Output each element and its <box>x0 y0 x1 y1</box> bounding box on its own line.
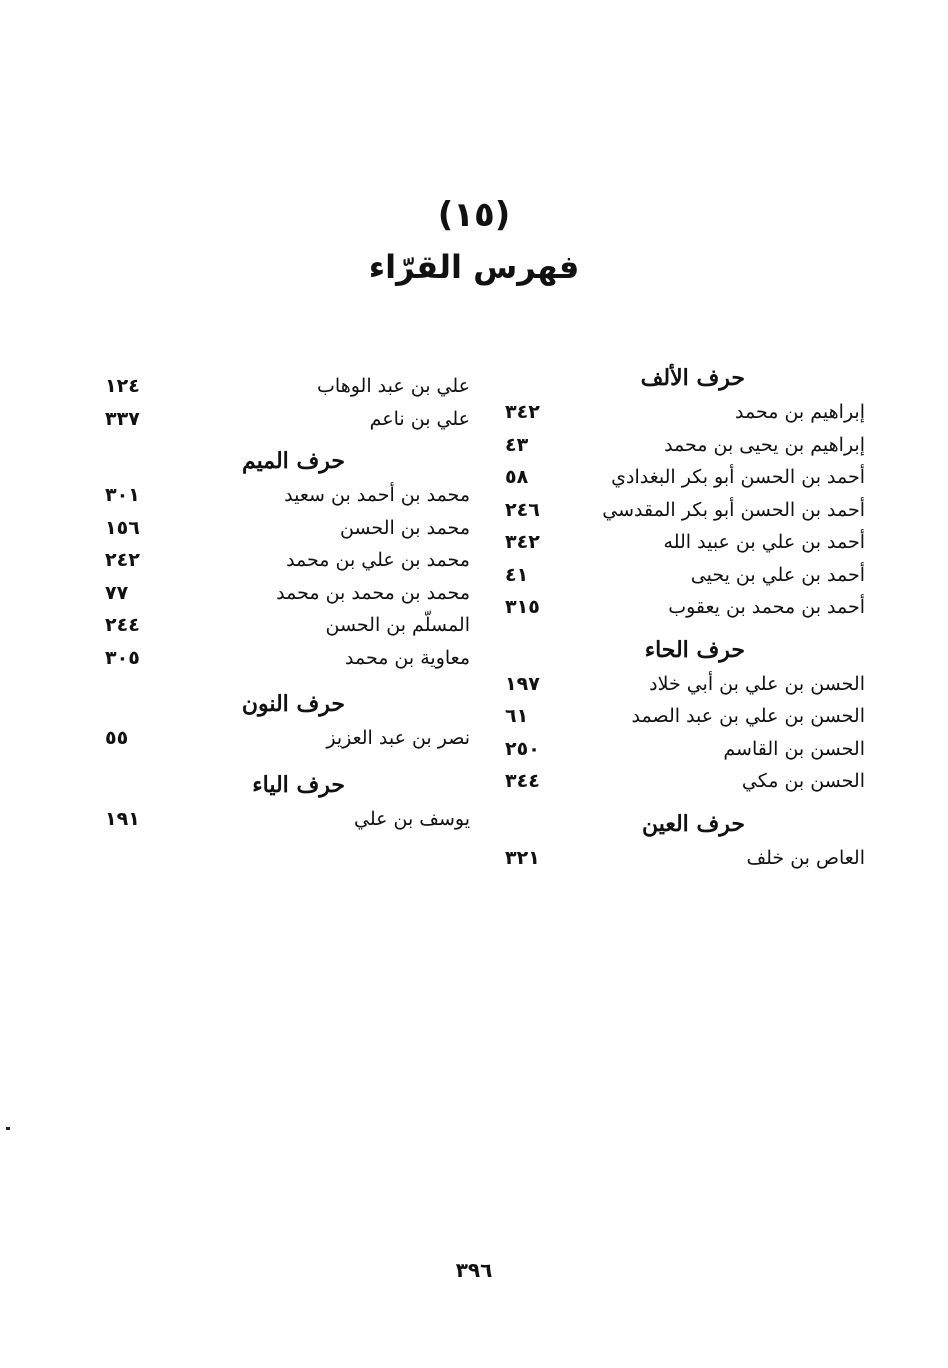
index-entry <box>505 461 865 494</box>
index-entry <box>505 559 865 592</box>
reciter-name: الحسن بن القاسم <box>723 737 865 760</box>
page-reference: ٣٤٤ <box>505 770 540 793</box>
index-entry <box>105 479 470 512</box>
reciter-name: المسلّم بن الحسن <box>325 614 470 637</box>
index-title: فهرس القرّاء <box>368 248 580 286</box>
right-column <box>505 360 865 874</box>
page-reference: ١٥٦ <box>105 516 140 539</box>
reciter-name: علي بن عبد الوهاب <box>317 375 470 398</box>
reciter-name: الحسن بن علي بن عبد الصمد <box>631 705 865 728</box>
section-heading-noon: حرف النون <box>241 691 345 717</box>
index-entry <box>105 544 470 577</box>
page-reference: ٢٤٢ <box>105 549 140 572</box>
page-reference: ٢٤٤ <box>105 614 140 637</box>
reciter-name: أحمد بن علي بن عبيد الله <box>663 531 865 554</box>
index-entry <box>105 642 470 675</box>
index-entry <box>105 577 470 610</box>
page-reference: ٣٢١ <box>505 846 540 869</box>
reciter-name: محمد بن محمد بن محمد <box>276 581 470 604</box>
index-entry <box>105 370 470 403</box>
page-reference: ٥٥ <box>105 727 129 750</box>
index-entry <box>505 765 865 798</box>
index-entry <box>505 396 865 429</box>
reciter-name: أحمد بن علي بن يحيى <box>690 563 865 586</box>
page-reference: ١٩١ <box>105 807 140 830</box>
page-reference: ١٢٤ <box>105 375 140 398</box>
reciter-name: معاوية بن محمد <box>344 646 470 669</box>
reciter-name: الحسن بن مكي <box>741 770 865 793</box>
page-header <box>0 190 948 294</box>
page-reference: ٤٣ <box>505 433 529 456</box>
section-heading-ayn: حرف العين <box>641 810 745 837</box>
reciter-name: يوسف بن علي <box>354 807 470 830</box>
left-column <box>105 370 470 835</box>
page-reference: ٣١٥ <box>505 596 540 619</box>
reciter-name: أحمد بن الحسن أبو بكر البغدادي <box>611 466 865 489</box>
chapter-number: (١٥) <box>437 195 511 235</box>
index-entry <box>105 722 470 755</box>
section-heading-haa: حرف الحاء <box>644 636 745 663</box>
page-reference: ٧٧ <box>105 581 129 604</box>
page-reference: ٤١ <box>505 563 529 586</box>
page-reference: ٣٤٢ <box>505 531 540 554</box>
page-reference: ١٩٧ <box>505 672 540 695</box>
reciter-name: علي بن ناعم <box>369 407 470 430</box>
index-entry <box>505 494 865 527</box>
page-reference: ٣٠١ <box>105 484 140 507</box>
page-reference: ٦١ <box>505 705 529 728</box>
reciter-name: أحمد بن محمد بن يعقوب <box>668 596 865 619</box>
index-entry <box>105 512 470 545</box>
reciter-name: إبراهيم بن محمد <box>735 401 865 424</box>
reciter-name: العاص بن خلف <box>746 846 865 869</box>
section-heading-meem: حرف الميم <box>241 448 345 474</box>
index-entry <box>505 733 865 766</box>
page-reference: ٢٤٦ <box>505 498 540 521</box>
index-entry <box>105 403 470 436</box>
scan-speck <box>6 1127 10 1130</box>
index-entry <box>105 803 470 836</box>
index-entry <box>105 609 470 642</box>
page-reference: ٣٠٥ <box>105 646 140 669</box>
index-entry <box>505 591 865 624</box>
section-heading-alif: حرف الألف <box>640 365 745 391</box>
index-entry <box>505 842 865 875</box>
section-heading-yaa: حرف الياء <box>252 771 345 798</box>
page-number: ٣٩٦ <box>455 1258 493 1282</box>
index-entry <box>505 429 865 462</box>
page-reference: ٥٨ <box>505 466 529 489</box>
reciter-name: نصر بن عبد العزيز <box>326 727 470 750</box>
index-entry <box>505 700 865 733</box>
reciter-name: محمد بن أحمد بن سعيد <box>284 484 470 507</box>
page-reference: ٣٣٧ <box>105 407 140 430</box>
reciter-name: محمد بن الحسن <box>340 516 470 539</box>
page-reference: ٢٥٠ <box>505 737 540 760</box>
reciter-name: أحمد بن الحسن أبو بكر المقدسي <box>602 498 865 521</box>
index-entry <box>505 526 865 559</box>
page-reference: ٣٤٢ <box>505 401 540 424</box>
reciter-name: إبراهيم بن يحيى بن محمد <box>664 433 865 456</box>
reciter-name: محمد بن علي بن محمد <box>286 549 470 572</box>
reciter-name: الحسن بن علي بن أبي خلاد <box>649 672 865 695</box>
index-entry <box>505 668 865 701</box>
